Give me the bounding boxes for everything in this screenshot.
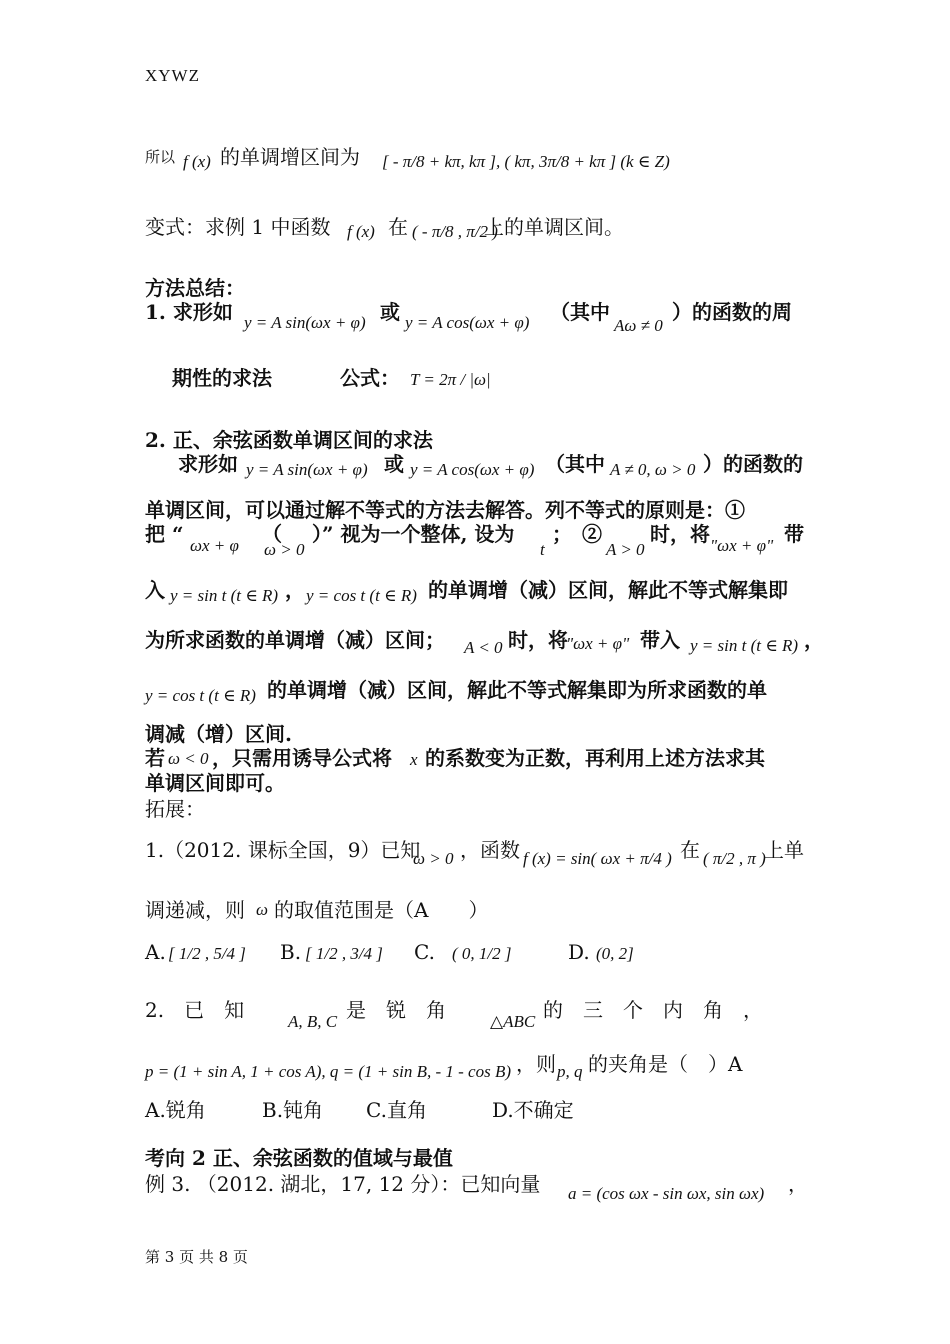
- text-circle2: ； ②: [552, 522, 602, 546]
- text-take: 把 “: [145, 522, 184, 546]
- text-if: 若: [145, 746, 165, 770]
- text-acute: 是 锐 角: [346, 998, 446, 1022]
- text-mono: 上单: [764, 838, 804, 862]
- option-a-value: [ 1/2 , 5/4 ]: [168, 944, 246, 963]
- page-footer: 第 3 页 共 8 页: [145, 1248, 248, 1266]
- formula-cost: y = cos t (t ∈ R): [306, 586, 417, 605]
- text-ex1: 1.（2012. 课标全国，9）已知: [145, 838, 421, 862]
- text-bring-into: 带入: [640, 628, 680, 652]
- text-period-1: ）的函数的周: [672, 300, 792, 324]
- text-item1: 1. 求形如: [145, 300, 233, 324]
- text-comma: ，: [285, 578, 305, 602]
- text-ex2: 2. 已 知: [145, 998, 245, 1022]
- text-comma-3: ，: [788, 1172, 808, 1196]
- formula-interval-2: ( - π/8 , π/2 ): [412, 222, 498, 241]
- formula-fx: f (x): [183, 152, 211, 171]
- formula-sin: y = A sin(ωx + φ): [244, 313, 366, 332]
- formula-period: T = 2π / |ω|: [410, 370, 491, 389]
- formula-interval-3: ( π/2 , π ): [703, 849, 766, 868]
- formula-fx-2: f (x): [347, 222, 375, 241]
- formula-triangle: △ABC: [490, 1012, 536, 1031]
- text-when-2: 时，将: [508, 628, 568, 652]
- text-then: ，则: [516, 1052, 556, 1076]
- formula-abc: A, B, C: [288, 1012, 338, 1031]
- formula-x: x: [410, 750, 418, 769]
- formula-omega: ω: [256, 900, 269, 919]
- option-b-value: [ 1/2 , 3/4 ]: [305, 944, 383, 963]
- option-b-label: B.: [280, 940, 302, 964]
- formula-omega-pos-2: ω > 0: [413, 849, 454, 868]
- text-when: 时，将: [650, 522, 710, 546]
- formula-sint-2: y = sin t (t ∈ R): [690, 636, 799, 655]
- text-period-method: 期性的求法: [172, 366, 272, 390]
- formula-phase-q: "ωx + φ": [710, 536, 774, 555]
- text-where: （其中: [550, 300, 610, 324]
- option-d-label: D.: [568, 940, 590, 964]
- answer-d: D.不确定: [492, 1098, 574, 1122]
- text-line15: 单调区间即可。: [145, 771, 285, 795]
- option-d-value: (0, 2]: [596, 944, 634, 963]
- text-induction: ，只需用诱导公式将: [212, 746, 392, 770]
- text-formula-label: 公式：: [340, 366, 400, 390]
- text-on: 在: [388, 215, 408, 239]
- text-so: 所以: [145, 148, 176, 166]
- text-as-whole: ）” 视为一个整体, 设为: [312, 522, 515, 546]
- text-range: 的取值范围是（A ）: [274, 898, 489, 922]
- section-monotone-interval: 2. 正、余弦函数单调区间的求法: [145, 428, 433, 452]
- text-angles: 的 三 个 内 角 ，: [543, 998, 763, 1022]
- text-into: 入: [145, 578, 165, 602]
- text-or: 或: [380, 300, 400, 324]
- text-bring: 带: [784, 522, 804, 546]
- text-line8: 单调区间，可以通过解不等式的方法去解答。列不等式的原则是：①: [145, 498, 745, 522]
- option-c-value: ( 0, 1/2 ]: [452, 944, 512, 963]
- option-c-label: C.: [414, 940, 435, 964]
- text-example3: 例 3. （2012. 湖北，17, 12 分）：已知向量: [145, 1172, 541, 1196]
- formula-pq: p, q: [557, 1062, 583, 1081]
- formula-omega-pos: ω > 0: [264, 540, 305, 559]
- formula-sin-2: y = A sin(ωx + φ): [246, 460, 368, 479]
- formula-a-neg: A < 0: [464, 638, 503, 657]
- formula-t: t: [540, 540, 545, 559]
- answer-c: C.直角: [366, 1098, 427, 1122]
- formula-omega-neg: ω < 0: [168, 749, 209, 768]
- answer-b: B.钝角: [262, 1098, 324, 1122]
- formula-cost-2: y = cos t (t ∈ R): [145, 686, 256, 705]
- text-increasing-interval: 的单调增区间为: [220, 145, 360, 169]
- formula-a-pos: A > 0: [606, 540, 645, 559]
- text-paren: （: [262, 522, 282, 546]
- text-monotone: 上的单调区间。: [484, 215, 624, 239]
- formula-fx-sin: f (x) = sin( ωx + π/4 ): [523, 849, 672, 868]
- page-header: XYWZ: [145, 66, 200, 85]
- formula-sint: y = sin t (t ∈ R): [170, 586, 279, 605]
- formula-cond-2: A ≠ 0, ω > 0: [610, 460, 696, 479]
- formula-vector-a: a = (cos ωx - sin ωx, sin ωx): [568, 1184, 765, 1203]
- text-where-2: （其中: [545, 452, 605, 476]
- formula-phase: ωx + φ: [190, 536, 239, 555]
- formula-cos: y = A cos(ωx + φ): [405, 313, 530, 332]
- text-or-2: 或: [384, 452, 404, 476]
- text-function: ，函数: [460, 838, 520, 862]
- option-a-label: A.: [145, 940, 166, 964]
- text-line10-rest: 的单调增（减）区间，解此不等式解集即: [428, 578, 788, 602]
- text-angle: 的夹角是（ ）A: [588, 1052, 743, 1076]
- text-comma-2: ，: [804, 628, 824, 652]
- text-decreasing: 调递减，则: [145, 898, 245, 922]
- text-variant: 变式：求例 1 中函数: [145, 215, 331, 239]
- text-function-of: ）的函数的: [703, 452, 803, 476]
- formula-phase-q2: "ωx + φ": [566, 634, 630, 653]
- text-line14-rest: 的系数变为正数，再利用上述方法求其: [425, 746, 765, 770]
- section-extension: 拓展：: [145, 797, 205, 821]
- text-on-2: 在: [680, 838, 700, 862]
- text-form: 求形如: [178, 452, 238, 476]
- formula-vectors: p = (1 + sin A, 1 + cos A), q = (1 + sin B, - 1 - cos B): [145, 1062, 511, 1081]
- formula-interval: [ - π/8 + kπ, kπ ], ( kπ, 3π/8 + kπ ] (k ∈ Z): [382, 152, 670, 171]
- formula-cond: Aω ≠ 0: [614, 316, 663, 335]
- text-line13: 调减（增）区间.: [145, 722, 292, 746]
- section-direction-2: 考向 2 正、余弦函数的值域与最值: [145, 1146, 453, 1170]
- formula-cos-2: y = A cos(ωx + φ): [410, 460, 535, 479]
- section-method-summary: 方法总结：: [145, 276, 245, 300]
- answer-a: A.锐角: [145, 1098, 206, 1122]
- text-line11: 为所求函数的单调增（减）区间；: [145, 628, 445, 652]
- text-line12: 的单调增（减）区间，解此不等式解集即为所求函数的单: [267, 678, 767, 702]
